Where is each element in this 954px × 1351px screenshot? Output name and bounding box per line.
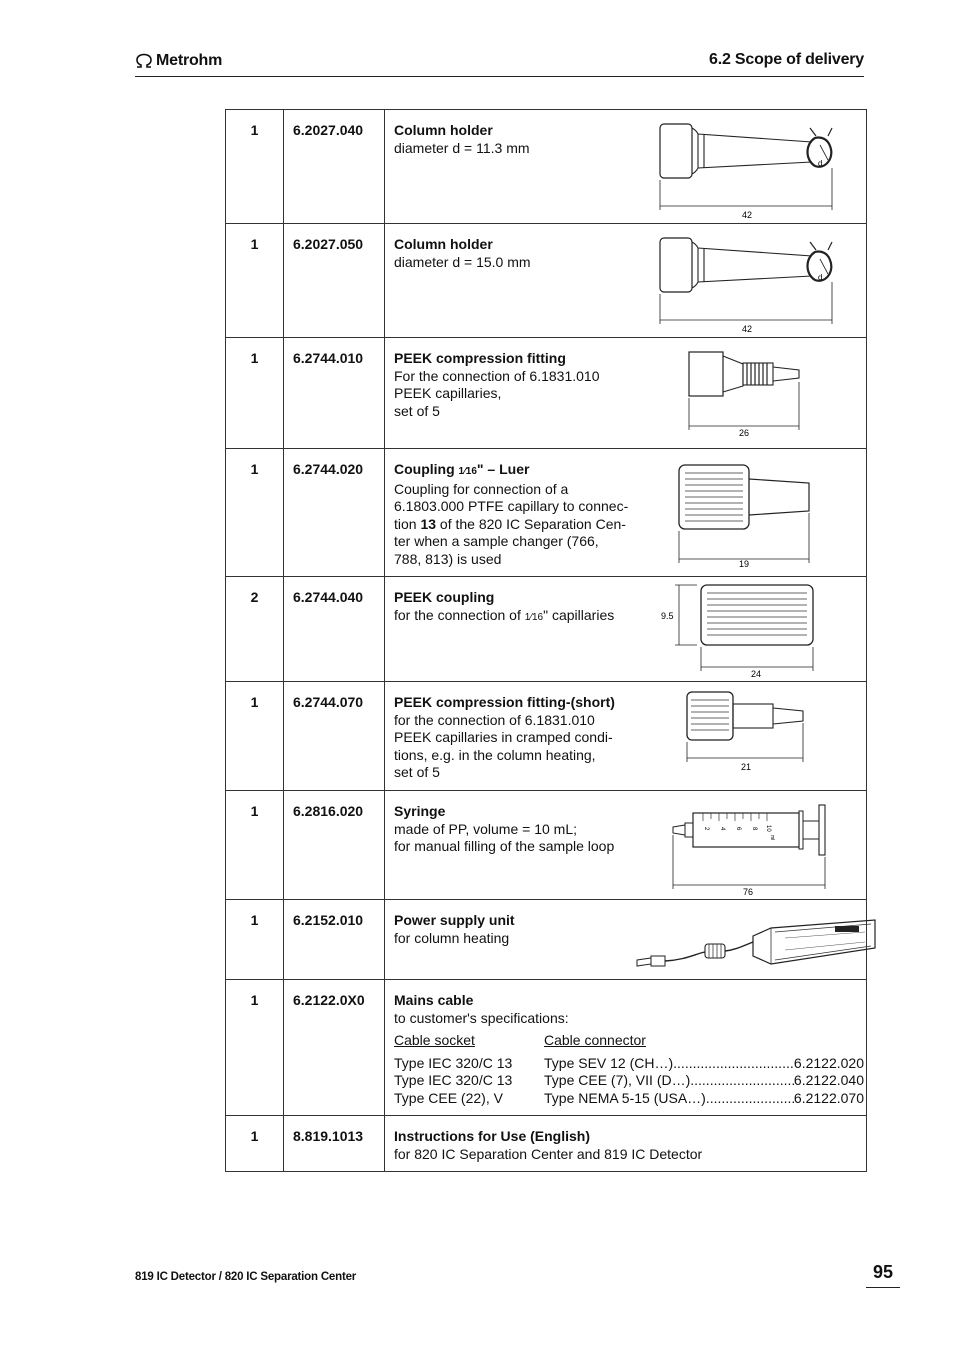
article-number-cell: 6.2816.020 [284, 791, 385, 900]
table-row [226, 110, 867, 224]
dim-label: 24 [751, 669, 762, 679]
cable-table [394, 1032, 866, 1107]
description-cell [385, 110, 867, 224]
short-compression-fitting-drawing [681, 688, 821, 780]
power-supply-drawing [635, 906, 877, 974]
metrohm-logo [135, 52, 222, 70]
cable-socket-cell: Type IEC 320/C 13 [394, 1054, 513, 1071]
scale-label: 4 [719, 827, 725, 831]
item-title: Instructions for Use (English) [394, 1128, 591, 1144]
dim-label: d [818, 273, 823, 282]
description-cell [385, 224, 867, 338]
table-row [226, 980, 867, 1116]
description-cell [385, 577, 867, 682]
quantity-cell: 1 [226, 1116, 284, 1172]
article-number-cell: 6.2027.040 [284, 110, 385, 224]
column-holder-drawing [650, 118, 840, 218]
scale-label: 6 [735, 827, 741, 831]
dim-label: d [818, 159, 823, 168]
item-title: Syringe [394, 803, 446, 819]
brand-name: Metrohm [156, 52, 223, 69]
article-number-cell: 6.2744.020 [284, 449, 385, 577]
item-text: for the connection of 6.1831.010 PEEK capillaries in cramped condi- tions, e.g. in the column heating, set of 5 [394, 711, 613, 780]
item-text: Coupling for connection of a 6.1803.000 PTFE capillary to connec- tion 13 of the 820 IC Separation Cen- ter when a sample changer (766, 788, 813) is used [394, 480, 629, 567]
dim-label: 19 [739, 559, 750, 569]
table-row [226, 682, 867, 791]
item-title: Column holder [394, 236, 493, 252]
table-row [226, 224, 867, 338]
dim-label: 42 [742, 324, 753, 332]
item-text: for the connection of 1⁄16" capillaries [394, 606, 615, 623]
cable-socket-cell: Type CEE (22), V [394, 1089, 503, 1106]
quantity-cell: 1 [226, 900, 284, 980]
cable-number: 6.2122.020 [793, 1054, 864, 1071]
quantity-cell: 2 [226, 577, 284, 682]
table-row [226, 791, 867, 900]
description-cell [385, 682, 867, 791]
item-title: Column holder [394, 122, 493, 138]
item-text: diameter d = 11.3 mm [394, 139, 530, 156]
description-cell [385, 900, 867, 980]
peek-coupling-drawing [657, 581, 827, 681]
article-number-cell: 6.2122.0X0 [284, 980, 385, 1116]
column-holder-drawing [650, 232, 840, 332]
scale-label: 2 [703, 827, 709, 831]
cable-socket-header: Cable socket [394, 1032, 475, 1048]
quantity-cell: 1 [226, 980, 284, 1116]
article-number-cell: 6.2027.050 [284, 224, 385, 338]
table-row [226, 449, 867, 577]
item-text: to customer's specifications: [394, 1009, 569, 1026]
description-cell [385, 338, 867, 449]
page-header [135, 48, 864, 77]
item-title: PEEK coupling [394, 589, 495, 605]
table-row [226, 577, 867, 682]
dim-label: 26 [739, 428, 750, 438]
item-text: For the connection of 6.1831.010 PEEK capillaries, set of 5 [394, 367, 600, 419]
table-row [226, 900, 867, 980]
syringe-drawing [667, 799, 837, 895]
item-title: PEEK compression fitting-(short) [394, 694, 615, 710]
description-cell [385, 791, 867, 900]
scale-label: 10 [765, 825, 771, 832]
quantity-cell: 1 [226, 338, 284, 449]
luer-coupling-drawing [673, 459, 823, 569]
item-text: for column heating [394, 929, 510, 946]
page-number: 95 [866, 1262, 900, 1288]
cable-number: 6.2122.070 [793, 1089, 864, 1106]
item-title: PEEK compression fitting [394, 350, 566, 366]
article-number-cell: 6.2152.010 [284, 900, 385, 980]
omega-logo-icon [135, 53, 153, 69]
description-cell [385, 980, 867, 1116]
article-number-cell: 6.2744.070 [284, 682, 385, 791]
delivery-table [225, 109, 867, 1172]
item-text: diameter d = 15.0 mm [394, 253, 531, 270]
table-row [226, 1116, 867, 1172]
item-title: Mains cable [394, 992, 474, 1008]
compression-fitting-drawing [683, 348, 813, 438]
cable-connector-cell: Type NEMA 5-15 (USA…) ..... 6.2122.070 [544, 1090, 864, 1108]
section-title: 6.2 Scope of delivery [709, 51, 864, 68]
dim-label: 42 [742, 210, 753, 218]
item-title: Power supply unit [394, 912, 515, 928]
item-text: made of PP, volume = 10 mL; for manual filling of the sample loop [394, 820, 615, 854]
item-text: for 820 IC Separation Center and 819 IC Detector [394, 1145, 703, 1162]
cable-number: 6.2122.040 [793, 1072, 864, 1088]
dim-label: 76 [743, 887, 754, 895]
article-number-cell: 8.819.1013 [284, 1116, 385, 1172]
article-number-cell: 6.2744.040 [284, 577, 385, 682]
cable-connector-cell: Type CEE (7), VII (D…) ..... 6.2122.040 [544, 1072, 864, 1090]
quantity-cell: 1 [226, 449, 284, 577]
dim-label: 21 [741, 762, 752, 772]
cable-connector-cell: Type SEV 12 (CH…) ..... 6.2122.020 [544, 1055, 864, 1073]
scale-unit-label: ml [769, 835, 775, 841]
footer-document-title: 819 IC Detector / 820 IC Separation Center [135, 1271, 357, 1283]
article-number-cell: 6.2744.010 [284, 338, 385, 449]
item-title: Coupling 1⁄16" – Luer [394, 461, 530, 477]
quantity-cell: 1 [226, 110, 284, 224]
cable-socket-cell: Type IEC 320/C 13 [394, 1072, 513, 1088]
cable-connector-header: Cable connector [544, 1032, 646, 1048]
dim-label: 9.5 [661, 611, 674, 621]
quantity-cell: 1 [226, 791, 284, 900]
quantity-cell: 1 [226, 682, 284, 791]
description-cell [385, 449, 867, 577]
table-row [226, 338, 867, 449]
quantity-cell: 1 [226, 224, 284, 338]
description-cell [385, 1116, 867, 1172]
scale-label: 8 [751, 827, 757, 831]
